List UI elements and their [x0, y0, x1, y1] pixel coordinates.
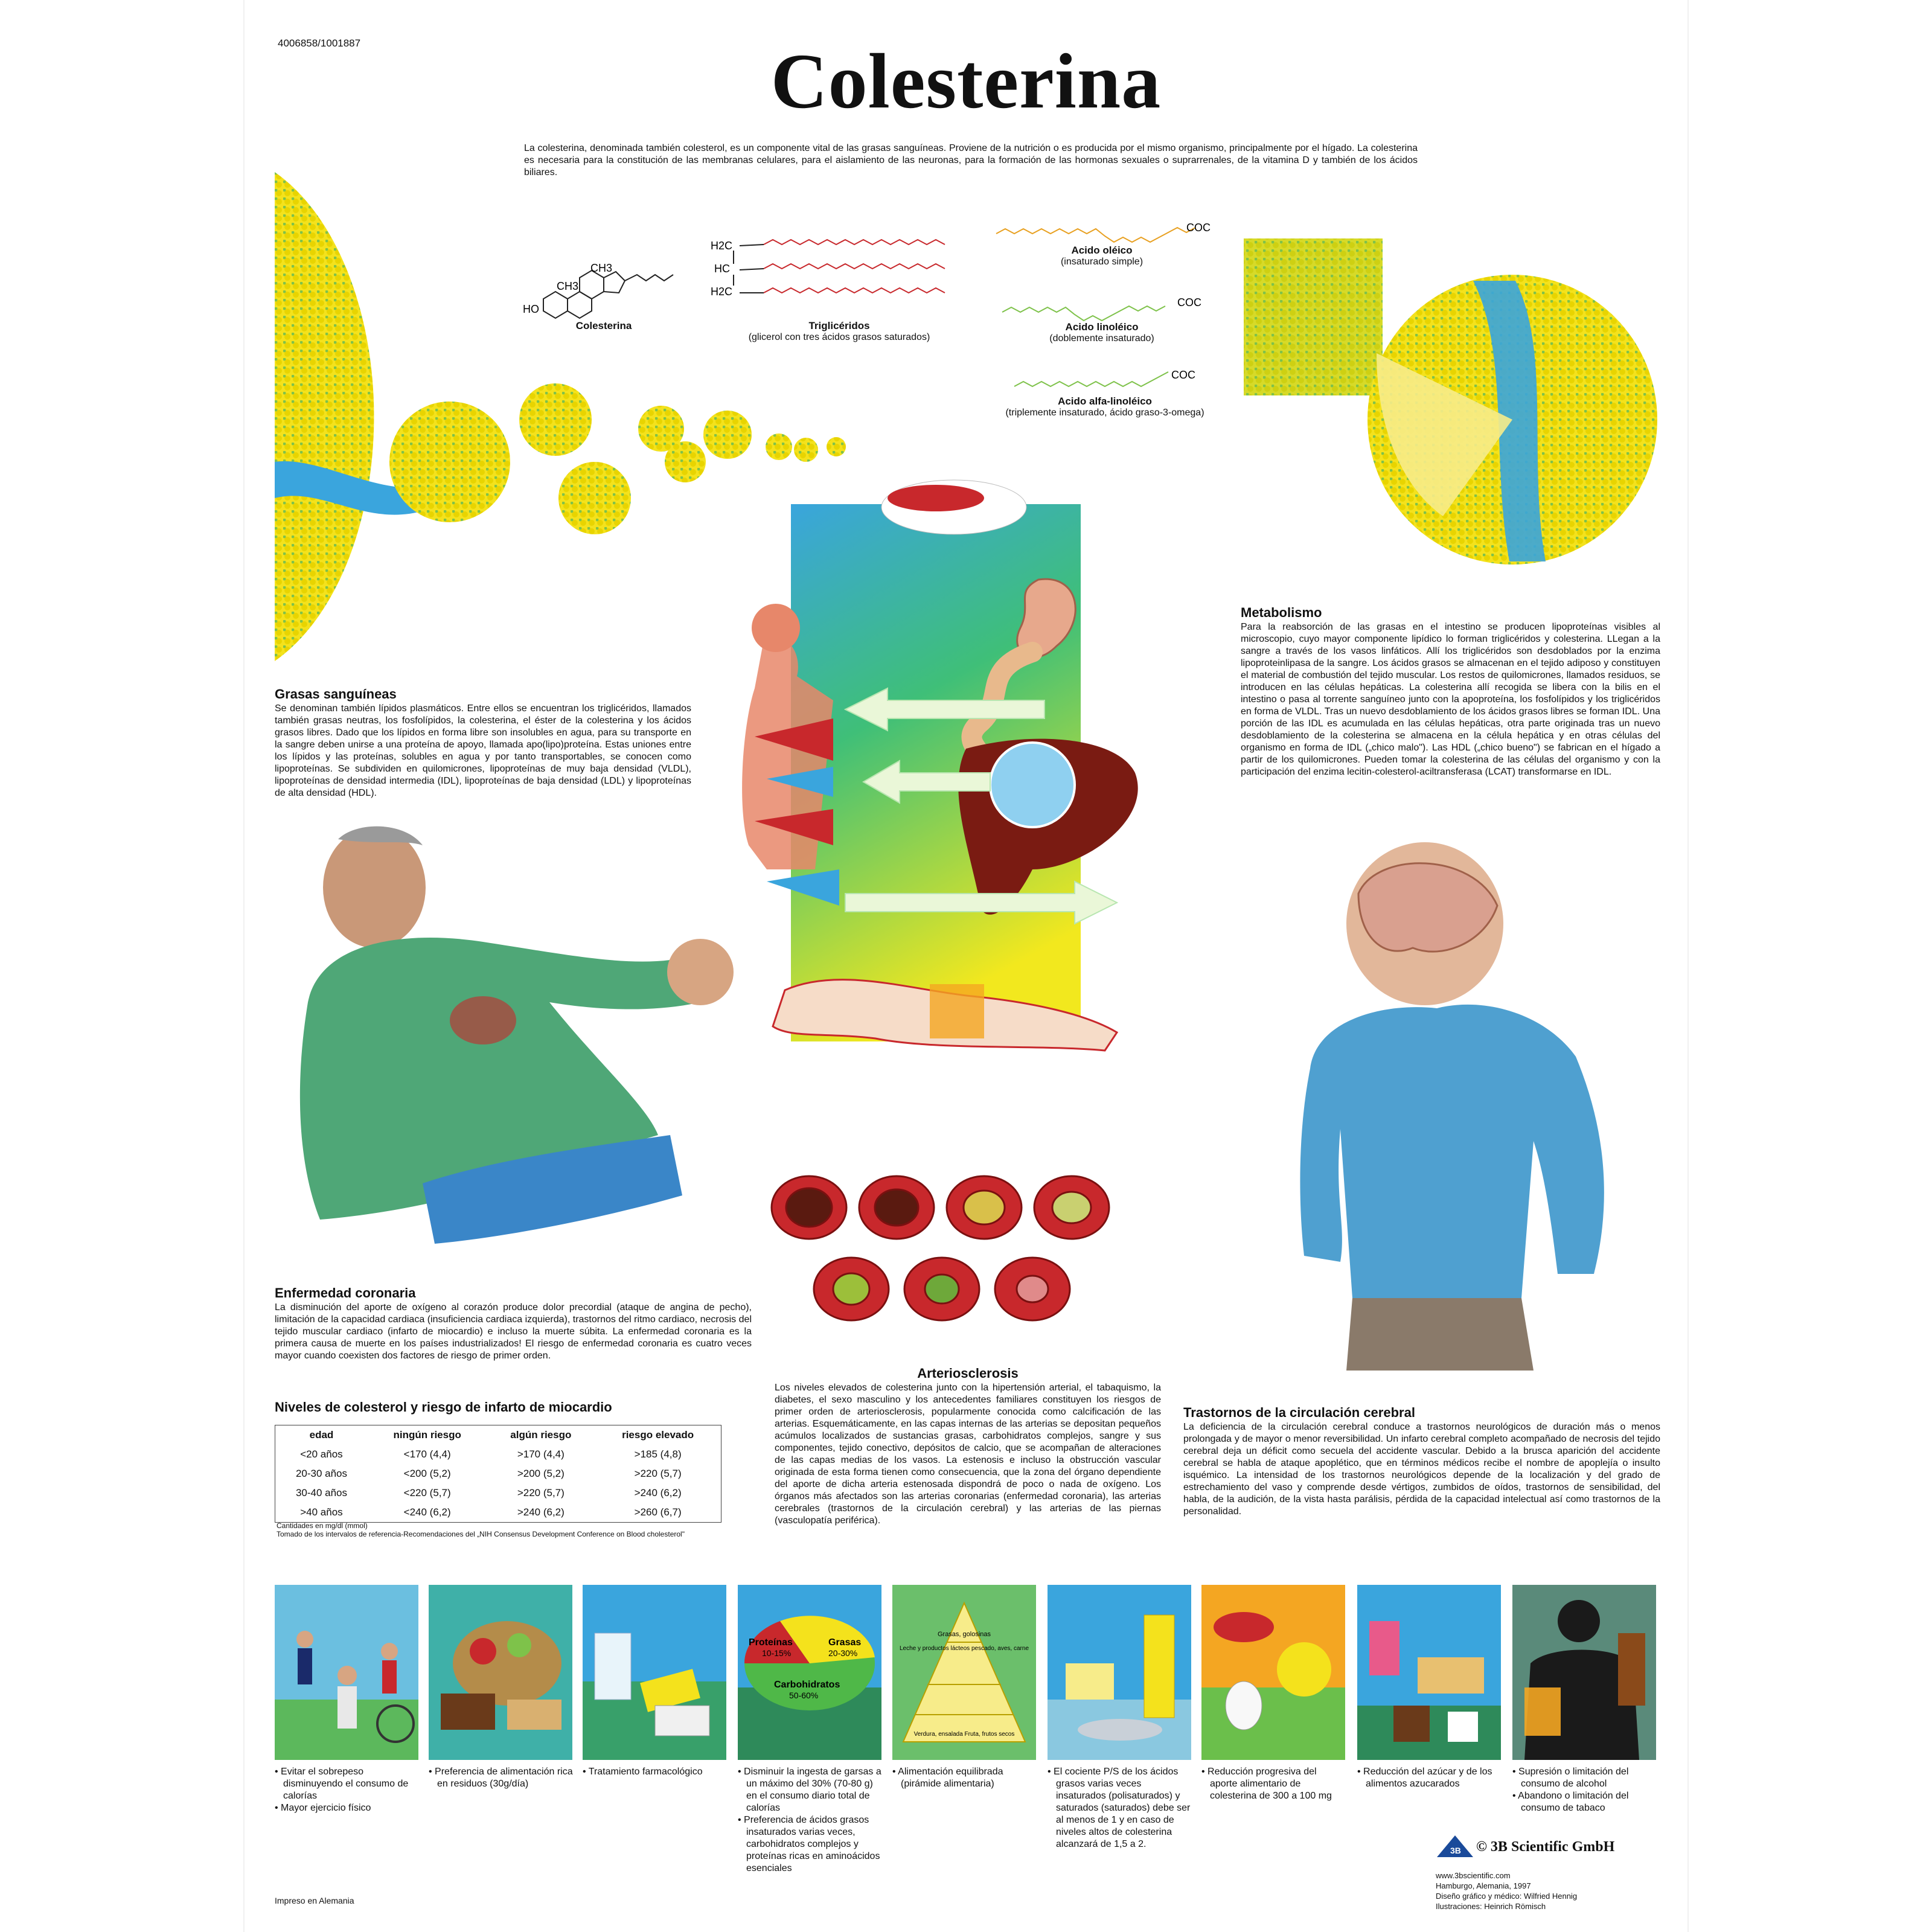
logo-text: 3B [1450, 1846, 1461, 1855]
oils-illustration [1048, 1585, 1191, 1760]
recommendation-5 [892, 1766, 1037, 1790]
cholesterol-risk-table [275, 1425, 721, 1523]
pyramid-low-label: Verdura, ensalada Fruta, frutos secos [913, 1731, 1015, 1738]
design-credit: Diseño gráfico y médico: Wilfried Hennig [1436, 1892, 1578, 1901]
credits-block [1436, 1870, 1577, 1911]
recommendation-1 [275, 1766, 420, 1814]
table-cell: >40 años [300, 1506, 343, 1518]
place-year: Hamburgo, Alemania, 1997 [1436, 1881, 1531, 1890]
table-cell: >220 (5,7) [517, 1487, 565, 1499]
table-cell: <20 años [300, 1448, 343, 1460]
bullet-item: • Evitar el sobrepeso disminuyendo el consumo de calorías [275, 1767, 409, 1801]
recommendation-3 [583, 1766, 728, 1778]
bullet-item: • Reducción progresiva del aporte alimentario de colesterina de 300 a 100 mg [1201, 1767, 1332, 1801]
source-note: Tomado de los intervalos de referencia-Recomendaciones del „NIH Consensus Development Conference on Blood cholesterol" [277, 1530, 685, 1538]
grasas-title: Grasas sanguíneas [275, 686, 397, 702]
panel-nutrient-pie [738, 1585, 881, 1760]
recommendation-6 [1048, 1766, 1192, 1850]
table-cell: <240 (6,2) [403, 1506, 451, 1518]
pie-label-carbohidratos: Carbohidratos [774, 1680, 840, 1690]
panel-cholesterol-intake [1201, 1585, 1345, 1760]
recommendation-2 [429, 1766, 574, 1790]
coronaria-title: Enfermedad coronaria [275, 1285, 416, 1300]
cholesterol-structure-diagram [519, 235, 676, 320]
section-grasas [275, 688, 691, 799]
section-metabolismo [1241, 607, 1660, 778]
linoleic-acid-label: Acido linoléico (doblemente insaturado) [1049, 321, 1154, 344]
bullet-item: • Abandono o limitación del consumo de tabaco [1512, 1791, 1629, 1813]
triglyceride-h2c-label-2: H2C [711, 286, 733, 298]
recommendation-4 [738, 1766, 883, 1875]
large-lipoprotein-section [275, 172, 374, 661]
alpha-linolenic-coc-label: COC [1171, 369, 1195, 381]
header-algun-riesgo: algún riesgo [510, 1429, 572, 1441]
lipoprotein-cutaway-illustration [1238, 232, 1660, 577]
fiber-food-illustration [429, 1585, 572, 1760]
risk-table-notes [277, 1521, 685, 1538]
triglyceride-h2c-label: H2C [711, 240, 733, 252]
table-row [275, 1464, 721, 1483]
bullet-item: • Alimentación equilibrada (pirámide alimentaria) [892, 1767, 1003, 1789]
lipoprotein-sphere-2 [519, 383, 592, 456]
header-riesgo-elevado: riesgo elevado [622, 1429, 694, 1441]
panel-sugar [1357, 1585, 1501, 1760]
section-arteriosclerosis [775, 1367, 1161, 1527]
website-link[interactable]: www.3bscientific.com [1436, 1871, 1511, 1880]
bullet-item: • Reducción del azúcar y de los alimentos azucarados [1357, 1767, 1492, 1789]
chest-pain-highlight [450, 996, 516, 1044]
printed-in: Impreso en Alemania [275, 1896, 354, 1905]
pie-pct-carbohidratos: 50-60% [789, 1690, 819, 1700]
arteriosclerosis-text: Los niveles elevados de colesterina junto con la hipertensión arterial, el tabaquismo, la diabetes, el sexo masculino y los antecedentes familiares constituyen los riesgos de primer orden de arteriosclerosis, popularmente conocida como calcificación de las arterias. Esquemáticamente, en las capas internas de las arterias se depositan pequeños acúmulos localizados de sustancias grasas, carbohidratos complejos, sangre y sus componentes, tejido conectivo, depósitos de calcio, que se acompañan de alteraciones de las capas medias de los vasos. La estenosis e incluso la obstrucción vascular originada de esta forma tienen como consecuencia, que la zona del órgano dependiente del aporte de dicha arteria estenosada dispondrá de poco o nada de oxígeno. Los órganos más afectados son las arterias coronarias (enfermedad coronaria), las arterias cerebrales (trastornos de la circulación cerebral) y las arterias de las piernas (vasculopatía periférica). [775, 1383, 1161, 1526]
sugar-illustration [1357, 1585, 1501, 1760]
table-cell: 30-40 años [295, 1487, 348, 1499]
table-cell: >220 (5,7) [634, 1468, 682, 1479]
pie-pct-grasas: 20-30% [828, 1648, 858, 1658]
recommendation-9 [1512, 1766, 1657, 1814]
panel-oils [1048, 1585, 1191, 1760]
panel-medication [583, 1585, 726, 1760]
header-ningun-riesgo: ningún riesgo [393, 1429, 461, 1441]
metabolismo-text: Para la reabsorción de las grasas en el intestino se producen lipoproteínas visibles al microscopio, cuyo mayor componente lipídico lo forman triglicéridos y colesterina. LLegan a la sangre a través de los vasos linfáticos. Allí los triglicéridos son desdoblados por la enzima lipoproteinlipasa de la sangre. Los ácidos grasos se almacenan en el tejido adiposo y constituyen el material de combustión del tejido muscular. Los restos de quilomicrones, llamados residuos, se introducen en las células hepáticas. La colesterina allí recogida se libera con la bilis en el intestino o pasa al torrente sanguíneo junto con la apoproteína, los fosfolípidos y los triglicéridos en forma de VLDL. Tras un nuevo desdoblamiento de los ácidos grasos libres se forman IDL. Una porción de las IDL es acumulada en las células hepáticas, otra parte originada tras un nuevo desdoblamiento de la colesterina se almacena en la célula hepática y en otras células del organismo en forma de IDL („chico malo"). Las HDL („chico bueno") se fabrican en el hígado a partir de los quilomicrones. Pueden tomar la colesterina de las células del organismo y con la participación del enzima lecitin-colesterol-aciltransferasa (LCAT) transformarse en IDL. [1241, 622, 1660, 777]
catalog-number: 4006858/1001887 [278, 37, 361, 49]
bullet-item: • Supresión o limitación del consumo de alcohol [1512, 1767, 1629, 1789]
triglyceride-hc-label: HC [714, 263, 730, 275]
lipoprotein-sphere-1 [389, 401, 510, 522]
exercise-illustration [275, 1585, 418, 1760]
grasas-text: Se denominan también lípidos plasmáticos. Entre ellos se encuentran los triglicéridos, llamados también grasas neutras, los fosfolípidos, la colesterina, el éster de la colesterina y los ácidos grasos libres. Dado que los lípidos en forma libre son insolubles en agua, para su transporte en la sangre deben unirse a una proteína de apoyo, llamada apo(lipo)proteína. Estas uniones entre los lípidos y las proteínas, solubles en agua y por tanto transportables, se conocen como lipoproteínas. Se subdividen en quilomicrones, lipoproteínas de muy baja densidad (VLDL), lipoproteínas de densidad intermedia (IDL), lipoproteínas de baja densidad (LDL) y lipoproteínas de alta densidad (HDL). [275, 703, 691, 798]
panel-fiber-food [429, 1585, 572, 1760]
table-row [275, 1483, 721, 1503]
food-pyramid-illustration [892, 1585, 1036, 1760]
panel-alcohol-tobacco [1512, 1585, 1656, 1760]
nutrient-pie-chart [738, 1585, 881, 1760]
oleic-acid-label: Acido oléico (insaturado simple) [1060, 245, 1144, 267]
bullet-item: • Preferencia de alimentación rica en residuos (30g/día) [429, 1767, 573, 1789]
table-cell: <220 (5,7) [403, 1487, 451, 1499]
table-cell: >240 (6,2) [634, 1487, 682, 1499]
panel-exercise [275, 1585, 418, 1760]
section-coronaria [275, 1287, 752, 1362]
patient-shorts [1346, 1298, 1534, 1371]
lipoprotein-sphere-8 [794, 438, 818, 462]
human-figure-head [752, 604, 800, 652]
bullet-item: • Disminuir la ingesta de garsas a un máximo del 30% (70-80 g) en el consumo diario total de calorías [738, 1767, 881, 1813]
intro-text: La colesterina, denominada también colesterol, es un componente vital de las grasas sanguíneas. Proviene de la nutrición o es producida por el mismo organismo, principalmente por el hígado. La colesterina es necesaria para la constitución de las membranas celulares, para el aislamiento de las neuronas, para la formación de las hormonas sexuales o suprarrenales, de la vitamina D y también de los ácidos biliares. [524, 143, 1418, 178]
table-header-row [275, 1425, 721, 1445]
risk-table-title: Niveles de colesterol y riesgo de infarto de miocardio [275, 1399, 612, 1415]
3b-logo-icon [1437, 1835, 1473, 1857]
cerebral-title: Trastornos de la circulación cerebral [1183, 1405, 1415, 1420]
medication-illustration [583, 1585, 726, 1760]
table-row [275, 1503, 721, 1523]
meat-on-plate [888, 485, 984, 511]
header-edad: edad [309, 1429, 334, 1441]
pie-label-grasas: Grasas [828, 1637, 862, 1648]
adipose-tissue-block [930, 984, 984, 1038]
table-cell: >185 (4,8) [634, 1448, 682, 1460]
table-cell: >170 (4,4) [517, 1448, 565, 1460]
table-cell: >240 (6,2) [517, 1506, 565, 1518]
table-cell: <200 (5,2) [403, 1468, 451, 1479]
page-title: Colesterina [770, 38, 1162, 125]
oleic-coc-label: COC [1186, 222, 1211, 234]
patient-fist [667, 939, 734, 1005]
bullet-item: • Mayor ejercicio físico [275, 1803, 371, 1813]
bullet-item: • Tratamiento farmacológico [583, 1767, 703, 1777]
table-cell: <170 (4,4) [403, 1448, 451, 1460]
cholesterol-intake-illustration [1201, 1585, 1345, 1760]
table-cell: >260 (6,7) [634, 1506, 682, 1518]
cholesterol-label: Colesterina [575, 320, 632, 331]
table-row [275, 1445, 721, 1464]
cerebral-text: La deficiencia de la circulación cerebral conduce a trastornos neurológicos de duración más o menos prolongada y de mayor o menor reversibilidad. Un infarto cerebral completo acompañado de necrosis del tejido cerebral deja un déficit como secuela del accidente vascular. Debido a la brusca aparición del accidente cerebral se habla de ataque apoplético, que en términos médicos recibe el nombre de apoplejía o insulto isquémico. La intensidad de los trastornos neurológicos depende de la localización y del grado de estrechamiento del vaso y comprende desde vértigos, zumbidos de oídos, trastornos de sensibilidad, del habla, de la audición, de la vista hasta parálisis, pérdida de la capacidad intelectual así como trastornos de la personalidad. [1183, 1422, 1660, 1517]
cholesterol-ho-label: HO [523, 303, 539, 315]
brand-name: © 3B Scientific GmbH [1476, 1839, 1615, 1855]
cholesterol-ch3-label-a: CH3 [590, 262, 613, 274]
pie-pct-proteinas: 10-15% [762, 1648, 792, 1658]
alcohol-tobacco-illustration [1512, 1585, 1656, 1760]
pyramid-top-label: Grasas, golosinas [937, 1631, 991, 1638]
table-cell: 20-30 años [295, 1468, 348, 1479]
triglycerides-label: Triglicéridos (glicerol con tres ácidos grasos saturados) [748, 320, 930, 342]
bullet-item: • Preferencia de ácidos grasos insaturados varias veces, carbohidratos complejos y proteínas ricas en aminoácidos esenciales [738, 1815, 880, 1873]
liver-cell-detail [990, 743, 1075, 827]
table-cell: >200 (5,2) [517, 1468, 565, 1479]
cerebral-patient-illustration [1292, 839, 1654, 1371]
units-note: Cantidades en mg/dl (mmol) [277, 1521, 368, 1530]
alpha-linolenic-acid-label: Acido alfa-linoléico (triplemente insaturado, ácido graso-3-omega) [1005, 395, 1204, 418]
triglycerides-structure-diagram [709, 226, 963, 305]
recommendation-7 [1201, 1766, 1346, 1802]
illustration-credit: Ilustraciones: Heinrich Römisch [1436, 1902, 1546, 1911]
lipoprotein-sphere-7 [766, 433, 792, 460]
patient-head [323, 827, 426, 948]
lipoprotein-sphere-9 [827, 437, 846, 456]
section-cerebral [1183, 1407, 1660, 1518]
patient-blue-shirt [1300, 1005, 1604, 1298]
cholesterol-ch3-label-b: CH3 [557, 280, 579, 292]
panel-food-pyramid [892, 1585, 1036, 1760]
coronary-patient-illustration [284, 821, 755, 1244]
pyramid-mid-label: Leche y productos lácteos pescado, aves, carne [899, 1645, 1029, 1652]
coronaria-text: La disminución del aporte de oxígeno al corazón produce dolor precordial (ataque de angina de pecho), limitación de la capacidad cardiaca (insuficiencia cardiaca izquierda), trastornos del ritmo cardiaco, necrosis del tejido muscular cardiaco (infarto de miocardio) e incluso la muerte súbita. La enfermedad coronaria es la primera causa de muerte en los países industrializados! El riesgo de enfermedad coronaria es cuatro veces mayor cuando coexisten dos factores de riesgo de primer orden. [275, 1302, 752, 1361]
recommendation-8 [1357, 1766, 1502, 1790]
linoleic-coc-label: COC [1177, 296, 1201, 309]
arteriosclerosis-title: Arteriosclerosis [917, 1366, 1019, 1381]
pie-label-proteinas: Proteínas [749, 1637, 793, 1648]
lipoprotein-sphere-3 [558, 462, 631, 534]
metabolismo-title: Metabolismo [1241, 605, 1322, 620]
lipoprotein-sphere-6 [703, 411, 752, 459]
arteriosclerosis-cross-sections [767, 1165, 1153, 1352]
bullet-item: • El cociente P/S de los ácidos grasos varias veces insaturados (polisaturados) y saturados (saturados) debe ser al menos de 1 y en caso de niveles altos de colesterina alcanzará de 1,5 a 2. [1048, 1767, 1191, 1849]
metabolism-pathway-illustration [694, 471, 1177, 1135]
